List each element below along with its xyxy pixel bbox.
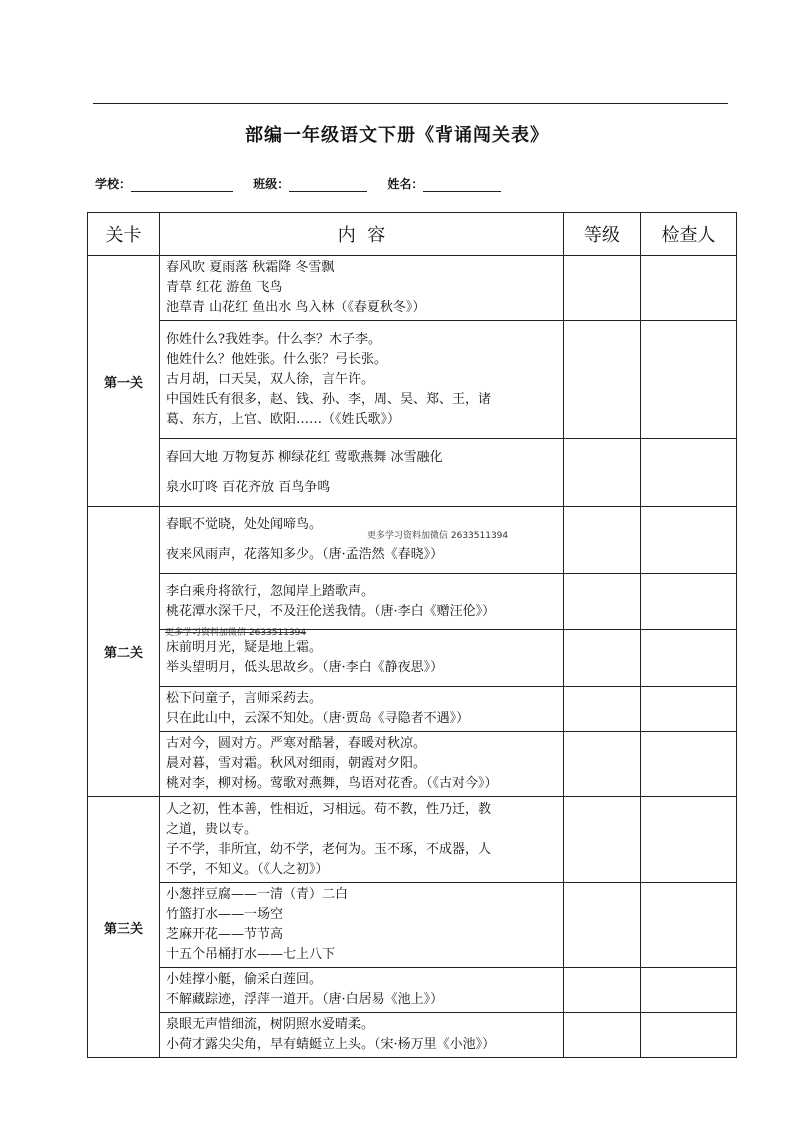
header-grade: 等级 xyxy=(564,213,641,256)
table-row xyxy=(88,439,737,507)
content-line: 小娃撑小艇，偷采白莲回。 xyxy=(166,972,323,987)
checker-cell[interactable] xyxy=(641,507,737,574)
table-row xyxy=(88,256,737,321)
level-cell-3: 第三关 xyxy=(88,797,160,1058)
class-field[interactable] xyxy=(289,179,367,192)
content-line: 人之初，性本善，性相近，习相远。苟不教，性乃迁，教 xyxy=(166,801,492,817)
content-line: 他姓什么？他姓张。什么张？弓长张。 xyxy=(166,351,388,367)
content-line: 之道，贵以专。 xyxy=(166,821,258,837)
content-line: 青草 红花 游鱼 飞鸟 xyxy=(166,280,283,295)
content-cell xyxy=(160,883,564,968)
checker-cell[interactable] xyxy=(641,1013,737,1058)
content-line: 芝麻开花——节节高 xyxy=(166,927,284,942)
table-row xyxy=(88,883,737,968)
table-row xyxy=(88,630,737,687)
table-row xyxy=(88,797,737,883)
grade-cell[interactable] xyxy=(564,630,641,687)
grade-cell[interactable] xyxy=(564,883,641,968)
header-level: 关卡 xyxy=(88,213,160,256)
header-checker: 检查人 xyxy=(641,213,737,256)
grade-cell[interactable] xyxy=(564,507,641,574)
content-line: 竹篮打水——一场空 xyxy=(166,907,284,922)
grade-cell[interactable] xyxy=(564,321,641,439)
content-line: 不解藏踪迹，浮萍一道开。（唐·白居易《池上》） xyxy=(166,992,444,1007)
content-cell xyxy=(160,630,564,687)
content-line: 古对今，圆对方。严寒对酷暑，春暖对秋凉。 xyxy=(166,736,427,751)
checker-cell[interactable] xyxy=(641,439,737,507)
content-line: 小荷才露尖尖角，早有蜻蜓立上头。（宋·杨万里《小池》） xyxy=(166,1037,496,1052)
header-content: 内 容 xyxy=(160,213,564,256)
content-line: 李白乘舟将欲行，忽闻岸上踏歌声。 xyxy=(166,583,375,599)
table-row xyxy=(88,574,737,630)
level-cell-2: 第二关 xyxy=(88,507,160,797)
content-cell xyxy=(160,256,564,321)
school-label: 学校： xyxy=(95,177,132,191)
content-line: 你姓什么?我姓李。什么李？木子李。 xyxy=(166,331,381,347)
content-line: 泉水叮咚 百花齐放 百鸟争鸣 xyxy=(166,479,331,495)
checker-cell[interactable] xyxy=(641,732,737,797)
content-line: 小葱拌豆腐——一清（青）二白 xyxy=(166,887,349,902)
watermark-1: 更多学习资料加微信 2633511394 xyxy=(367,531,509,541)
table-row xyxy=(88,321,737,439)
content-cell xyxy=(160,574,564,630)
content-cell xyxy=(160,968,564,1013)
content-line: 夜来风雨声，花落知多少。（唐·孟浩然《春晓》） xyxy=(166,547,444,562)
content-line: 中国姓氏有很多，赵、钱、孙、李，周、吴、郑、王，诸 xyxy=(166,391,492,407)
checker-cell[interactable] xyxy=(641,797,737,883)
checker-cell[interactable] xyxy=(641,574,737,630)
content-line: 子不学，非所宜，幼不学，老何为。玉不琢，不成器，人 xyxy=(166,841,492,857)
school-field[interactable] xyxy=(131,179,233,192)
content-line: 春回大地 万物复苏 柳绿花红 莺歌燕舞 冰雪融化 xyxy=(166,449,443,465)
grade-cell[interactable] xyxy=(564,256,641,321)
content-cell xyxy=(160,1013,564,1058)
grade-cell[interactable] xyxy=(564,574,641,630)
content-line: 古月胡，口天吴，双人徐，言午许。 xyxy=(166,371,375,387)
table-row xyxy=(88,687,737,732)
checker-cell[interactable] xyxy=(641,687,737,732)
checker-cell[interactable] xyxy=(641,321,737,439)
content-line: 桃花潭水深千尺，不及汪伦送我情。（唐·李白《赠汪伦》） xyxy=(166,603,496,619)
watermark-2: 更多学习资料加微信 2633511394 xyxy=(165,628,307,638)
grade-cell[interactable] xyxy=(564,439,641,507)
table-row xyxy=(88,1013,737,1058)
grade-cell[interactable] xyxy=(564,1013,641,1058)
content-cell xyxy=(160,797,564,883)
name-field[interactable] xyxy=(423,179,501,192)
grade-cell[interactable] xyxy=(564,687,641,732)
content-line: 床前明月光，疑是地上霜。 xyxy=(166,640,323,655)
page-title: 部编一年级语文下册《背诵闯关表》 xyxy=(245,125,549,146)
content-line: 举头望明月，低头思故乡。（唐·李白《静夜思》） xyxy=(166,660,444,675)
table-row xyxy=(88,968,737,1013)
table-row xyxy=(88,732,737,797)
content-line: 松下问童子，言师采药去。 xyxy=(166,691,323,706)
content-cell xyxy=(160,321,564,439)
header-row xyxy=(88,213,737,256)
checker-cell[interactable] xyxy=(641,883,737,968)
content-cell xyxy=(160,732,564,797)
grade-cell[interactable] xyxy=(564,968,641,1013)
content-cell xyxy=(160,687,564,732)
checker-cell[interactable] xyxy=(641,256,737,321)
grade-cell[interactable] xyxy=(564,797,641,883)
info-line xyxy=(95,175,517,192)
checker-cell[interactable] xyxy=(641,630,737,687)
top-rule xyxy=(93,103,728,104)
class-label: 班级： xyxy=(253,177,290,191)
content-line: 葛、东方，上官、欧阳……（《姓氏歌》） xyxy=(166,411,401,427)
level-cell-1: 第一关 xyxy=(88,256,160,507)
content-line: 春风吹 夏雨落 秋霜降 冬雪飘 xyxy=(166,260,335,275)
content-line: 晨对暮，雪对霜。秋风对细雨，朝霞对夕阳。 xyxy=(166,756,427,771)
content-line: 桃对李，柳对杨。莺歌对燕舞，鸟语对花香。（《古对今》） xyxy=(166,776,498,791)
content-line: 泉眼无声惜细流，树阴照水爱晴柔。 xyxy=(166,1017,375,1032)
grade-cell[interactable] xyxy=(564,732,641,797)
content-line: 不学，不知义。（《人之初》） xyxy=(166,861,329,877)
checker-cell[interactable] xyxy=(641,968,737,1013)
content-line: 池草青 山花红 鱼出水 鸟入林（《春夏秋冬》） xyxy=(166,300,426,315)
name-label: 姓名： xyxy=(387,177,424,191)
content-cell xyxy=(160,439,564,507)
content-line: 春眠不觉晓，处处闻啼鸟。 xyxy=(166,517,323,532)
content-line: 只在此山中，云深不知处。（唐·贾岛《寻隐者不遇》） xyxy=(166,711,470,726)
content-line: 十五个吊桶打水——七上八下 xyxy=(166,947,336,962)
